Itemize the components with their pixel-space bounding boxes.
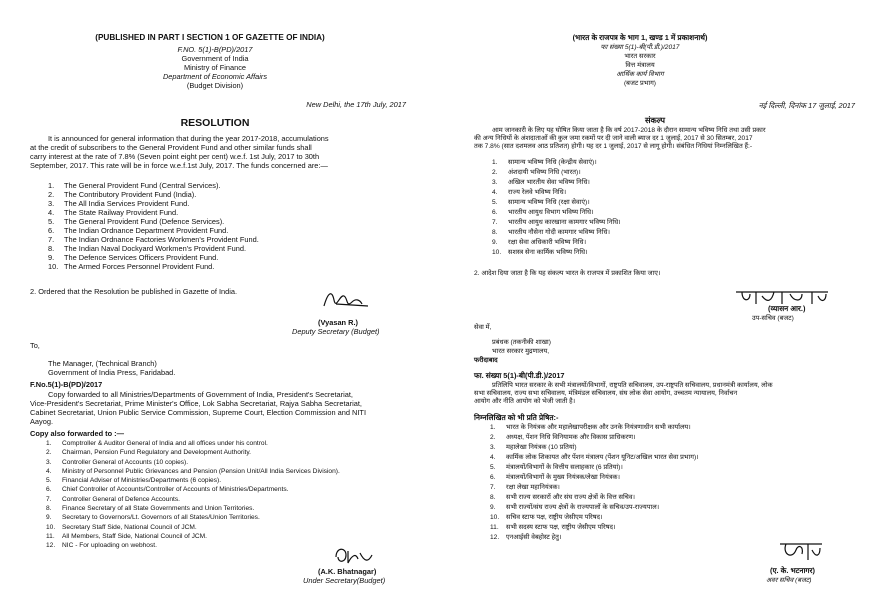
list-item: 4. कार्मिक लोक शिकायत और पेंशन मंत्रालय (पेंशन यूनिट/अखिल भारत सेवा प्रभाग)। <box>490 454 699 461</box>
government-name: भारत सरकार <box>624 53 656 60</box>
list-item: 4. राज्य रेलवे भविष्य निधि। <box>492 189 567 196</box>
date-place: नई दिल्ली, दिनांक 17 जुलाई, 2017 <box>758 101 855 110</box>
list-item: 7. The Indian Ordnance Factories Workmen's Provident Fund. <box>48 235 259 244</box>
department-name: आर्थिक कार्य विभाग <box>616 71 664 78</box>
addressee-line: The Manager, (Technical Branch) <box>48 359 157 368</box>
signature-bhatnagar <box>330 543 378 567</box>
list-item: 2. अंशदायी भविष्य निधि (भारत)। <box>492 169 581 176</box>
copy-paragraph: Copy forwarded to all Ministries/Departments of Government of India, President's Secretariat, Vice-President's Secretariat, Prime Minister's Office, Lok Sabha Secretariat, Rajya Sabha Secretariat, Cabinet Secretariat, Union Public Service Commission, Supreme Court, Election Commission and NITI Aayog. <box>30 390 366 426</box>
copy-also-heading: निम्नलिखित को भी प्रति प्रेषित:- <box>474 413 559 422</box>
funds-list <box>492 158 621 258</box>
list-item: 6. Chief Controller of Accounts/Controller of Accounts of Ministries/Departments. <box>46 486 289 494</box>
list-item: 5. मंत्रालयों/विभागों के वित्तीय सलाहकार (6 प्रतियां)। <box>490 464 623 471</box>
list-item: 7. रक्षा लेखा महानियंत्रक। <box>490 484 560 491</box>
list-item: 7. Controller General of Defence Accounts. <box>46 495 181 503</box>
division-name: (बजट प्रभाग) <box>623 80 656 87</box>
copies-list <box>46 439 340 551</box>
copy-also-heading: Copy also forwarded to :— <box>30 429 125 438</box>
list-item: 5. Financial Adviser of Ministries/Departments (6 copies). <box>46 477 222 485</box>
to-label: सेवा में, <box>474 324 492 331</box>
file-number-2: F.No.5(1)-B(PD)/2017 <box>30 380 103 389</box>
list-item: 1. The General Provident Fund (Central Services). <box>48 181 221 190</box>
list-item: 3. Controller General of Accounts (10 copies). <box>46 458 189 466</box>
list-item: 4. Ministry of Personnel Public Grievances and Pension (Pension Unit/All India Services Division). <box>46 467 340 475</box>
list-item: 12. एनआईसी वेबहोस्ट हेतु। <box>490 534 562 541</box>
list-item: 9. The Defence Services Officers Provident Fund. <box>48 253 219 262</box>
addressee-line: भारत सरकार मुद्रणालय, <box>492 348 550 355</box>
signature-vyasan <box>318 286 376 314</box>
list-item: 7. भारतीय आयुध कारखाना कामगार भविष्य निधि। <box>492 219 621 226</box>
list-item: 5. The General Provident Fund (Defence Services). <box>48 217 225 226</box>
list-item: 12. NIC - For uploading on webhost. <box>46 542 157 550</box>
list-item: 3. The All India Services Provident Fund. <box>48 199 190 208</box>
list-item: 10. The Armed Forces Personnel Provident Fund. <box>48 262 215 271</box>
to-label: To, <box>30 341 40 350</box>
list-item: 8. भारतीय नौसेना गोदी कामगार भविष्य निधि। <box>492 229 610 236</box>
list-item: 5. सामान्य भविष्य निधि (रक्षा सेवाएं)। <box>492 199 590 206</box>
list-item: 3. महालेखा नियंत्रक (10 प्रतियां) <box>490 444 577 451</box>
signer-title: उप-सचिव (बजट) <box>752 315 794 322</box>
file-number: फा संख्या 5(1)-बी(पी.डी.)/2017 <box>600 44 680 51</box>
signer-name: (ए. के. भटनागर) <box>770 566 816 575</box>
government-name: Government of India <box>181 54 249 63</box>
list-item: 2. अध्यक्ष, पेंशन निधि विनियामक और विकास प्राधिकरण। <box>490 434 636 441</box>
signer-name: (व्यासन आर.) <box>768 304 806 313</box>
list-item: 11. All Members, Staff Side, National Council of JCM. <box>46 532 207 540</box>
list-item: 8. The Indian Naval Dockyard Workmen's Provident Fund. <box>48 244 247 253</box>
announcement-paragraph: आम जानकारी के लिए यह घोषित किया जाता है कि वर्ष 2017-2018 के दौरान सामान्य भविष्य निधि तथा उसी प्रकार की अन्य निधियों के अंशदाताओं की कुल जमा रकमों पर दी जाने वाली ब्याज दर 1 जुलाई, 2017 से 30 सितम्बर, 2017 तक 7.8% (सात दशमलव आठ प्रतिशत) होगी। यह दर 1 जुलाई, 2017 से लागू होगी। संबंधित निधियां निम्नलिखित हैं:- <box>474 127 766 150</box>
signer-name: (A.K. Bhatnagar) <box>318 567 377 576</box>
list-item: 6. भारतीय आयुध विभाग भविष्य निधि। <box>492 209 594 216</box>
list-item: 9. Secretary to Governors/Lt. Governors of all States/Union Territories. <box>46 514 260 522</box>
division-name: (Budget Division) <box>186 81 244 90</box>
list-item: 6. The Indian Ordnance Department Provident Fund. <box>48 226 229 235</box>
list-item: 1. सामान्य भविष्य निधि (केन्द्रीय सेवाएं)। <box>492 159 597 166</box>
addressee-line: फरीदाबाद <box>474 357 498 364</box>
addressee-line: प्रबंधक (तकनीकी शाखा) <box>492 339 551 346</box>
list-item: 2. The Contributory Provident Fund (India). <box>48 190 197 199</box>
list-item: 1. भारत के नियंत्रक और महालेखापरीक्षक और उनके नियंत्रणाधीन सभी कार्यालय। <box>490 424 691 431</box>
list-item: 8. Finance Secretary of all State Governments and Union Territories. <box>46 505 255 513</box>
list-item: 9. सभी राज्यों/संघ राज्य क्षेत्रों के राज्यपालों के सचिव/उप-राज्यपाल। <box>490 504 660 511</box>
resolution-title: RESOLUTION <box>180 117 250 129</box>
announcement-paragraph: It is announced for general information that during the year 2017-2018, accumulations at the credit of subscribers to the General Provident Fund and other similar funds shall carry interest at the rate of 7.8% (Seven point eight per cent) w.e.f. 1st July, 2017 to 30th September, 2017. This rate will be in force w.e.f.1st July, 2017. The funds concerned are:— <box>30 134 329 170</box>
ministry-name: वित्त मंत्रालय <box>625 62 655 69</box>
list-item: 8. सभी राज्य सरकारों और संघ राज्य क्षेत्रों के वित्त सचिव। <box>490 494 636 501</box>
signer-title: अवर सचिव (बजट) <box>766 577 812 584</box>
signer-title: Under Secretary(Budget) <box>303 576 386 585</box>
ministry-name: Ministry of Finance <box>183 63 247 72</box>
list-item: 4. The State Railway Provident Fund. <box>48 208 179 217</box>
funds-list <box>48 181 259 271</box>
department-name: Department of Economic Affairs <box>162 72 268 81</box>
list-item: 11. सभी सदस्य स्टाफ पक्ष, राष्ट्रीय जेसीएम परिषद। <box>490 524 616 531</box>
ordered-paragraph: 2. आदेश दिया जाता है कि यह संकल्प भारत के राजपत्र में प्रकाशित किया जाए। <box>474 270 661 277</box>
file-number-2: फा. संख्या 5(1)-बी(पी.डी.)/2017 <box>474 371 565 380</box>
list-item: 10. सशस्त्र सेना कार्मिक भविष्य निधि। <box>492 249 588 256</box>
gazette-heading: (PUBLISHED IN PART I SECTION 1 OF GAZETTE OF INDIA) <box>95 33 325 42</box>
resolution-title: संकल्प <box>645 116 665 125</box>
list-item: 6. मंत्रालयों/विभागों के मुख्य नियंत्रक/लेखा नियंत्रक। <box>490 474 620 481</box>
list-item: 9. रक्षा सेवा अधिकारी भविष्य निधि। <box>492 239 587 246</box>
ordered-paragraph: 2. Ordered that the Resolution be published in Gazette of India. <box>30 287 238 296</box>
date-place: New Delhi, the 17th July, 2017 <box>306 100 406 109</box>
signer-title: Deputy Secretary (Budget) <box>292 327 380 336</box>
copy-paragraph: प्रतिलिपि भारत सरकार के सभी मंत्रालयों/विभागों, राष्ट्रपति सचिवालय, उप-राष्ट्रपति सचिवालय, प्रधानमंत्री कार्यालय, लोक सभा सचिवालय, राज्य सभा सचिवालय, मंत्रिमंडल सचिवालय, संघ लोक सेवा आयोग, उच्चतम न्यायालय, निर्वाचन आयोग और नीति आयोग को भेजी जाती है। <box>474 382 773 405</box>
addressee-line: Government of India Press, Faridabad. <box>48 368 176 377</box>
list-item: 2. Chairman, Pension Fund Regulatory and Development Authority. <box>46 449 252 457</box>
list-item: 3. अखिल भारतीय सेवा भविष्य निधि। <box>492 179 590 186</box>
copies-list <box>490 423 699 543</box>
signer-name: (Vyasan R.) <box>318 318 358 327</box>
list-item: 1. Comptroller & Auditor General of India and all offices under his control. <box>46 440 268 447</box>
signature-bhatnagar-hindi <box>776 538 826 564</box>
gazette-heading: (भारत के राजपत्र के भाग 1, खण्ड 1 में प्रकाशनार्थ) <box>572 33 708 42</box>
file-number: F.NO. 5(1)-B(PD)/2017 <box>177 45 253 54</box>
list-item: 10. सचिव स्टाफ पक्ष, राष्ट्रीय जेसीएम परिषद। <box>490 514 603 521</box>
list-item: 10. Secretary Staff Side, National Council of JCM. <box>46 523 197 531</box>
